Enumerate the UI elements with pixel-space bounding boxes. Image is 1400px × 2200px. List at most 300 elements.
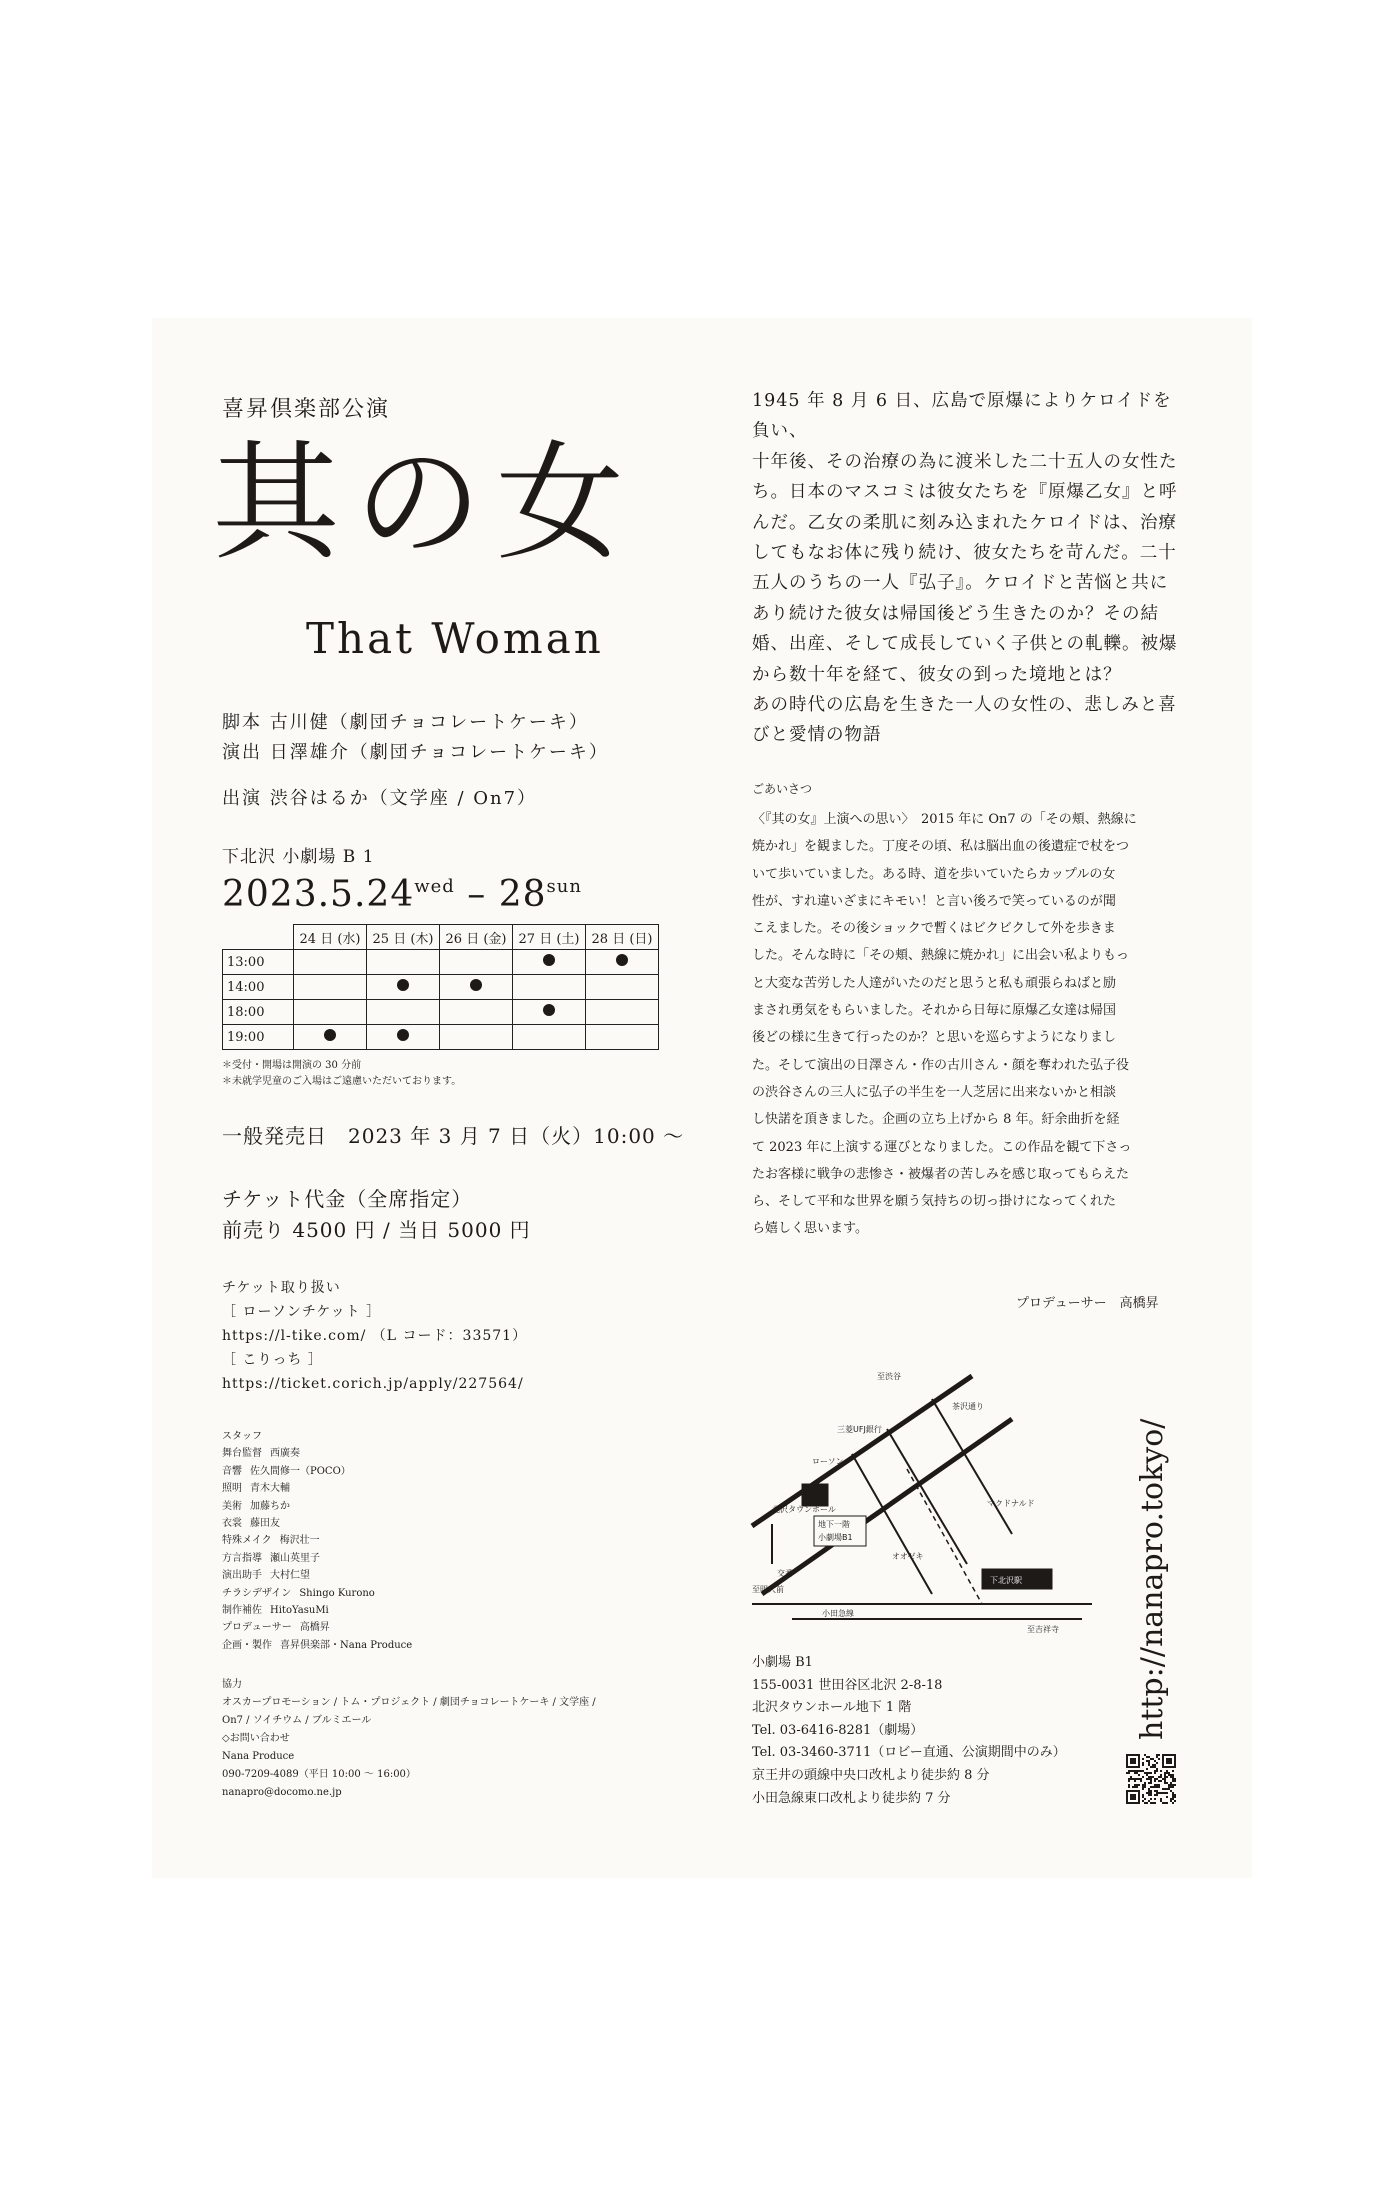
- qr-module: [1164, 1780, 1166, 1782]
- qr-module: [1166, 1772, 1168, 1774]
- schedule-row: [223, 975, 659, 1000]
- qr-module: [1174, 1784, 1176, 1786]
- staff-name: 梅沢壮一: [279, 1535, 320, 1547]
- map-label-oozeki: オオゼキ: [892, 1552, 924, 1561]
- date-end: 28: [498, 874, 547, 915]
- story-line: してもなお体に残り続け、彼女たちを苛んだ。二十: [752, 543, 1177, 564]
- qr-module: [1164, 1772, 1166, 1774]
- qr-module: [1148, 1788, 1150, 1790]
- staff-role: 衣裳: [222, 1518, 242, 1530]
- qr-module: [1156, 1768, 1158, 1770]
- greeting-line: いて歩いていました。ある時、道を歩いていたらカップルの女: [752, 866, 1116, 882]
- qr-module: [1142, 1800, 1144, 1802]
- staff-role: 制作補佐: [222, 1605, 262, 1617]
- contact-email[interactable]: nanapro@docomo.ne.jp: [222, 1787, 342, 1798]
- qr-module: [1150, 1772, 1152, 1774]
- qr-module: [1154, 1790, 1156, 1792]
- qr-module: [1156, 1784, 1158, 1786]
- qr-module: [1174, 1778, 1176, 1780]
- qr-module: [1166, 1770, 1168, 1772]
- staff-name: 青木大輔: [250, 1483, 290, 1495]
- qr-module: [1134, 1786, 1136, 1788]
- qr-module: [1170, 1782, 1172, 1784]
- story-line: 十年後、その治療の為に渡米した二十五人の女性た: [752, 451, 1178, 472]
- qr-module: [1162, 1778, 1164, 1780]
- qr-module: [1136, 1772, 1138, 1774]
- qr-module: [1164, 1774, 1166, 1776]
- qr-module: [1168, 1786, 1170, 1788]
- credit-cast: 出演 渋谷はるか（文学座 / On7）: [222, 788, 538, 809]
- website-url-text[interactable]: http://nanapro.tokyo/: [1135, 1418, 1170, 1740]
- qr-module: [1150, 1794, 1152, 1796]
- staff-row: [222, 1532, 412, 1549]
- qr-module: [1154, 1772, 1156, 1774]
- schedule-corner: [223, 925, 294, 950]
- qr-module: [1166, 1776, 1168, 1778]
- qr-module: [1172, 1792, 1174, 1794]
- ticket-heading: チケット取り扱い: [222, 1280, 341, 1296]
- qr-module: [1146, 1802, 1148, 1804]
- qr-module: [1146, 1774, 1148, 1776]
- qr-module: [1160, 1770, 1162, 1772]
- story-line: びと愛情の物語: [752, 725, 882, 746]
- venue-access: 小田急線東口改札より徒歩約 7 分: [752, 1790, 951, 1806]
- qr-module: [1128, 1772, 1130, 1774]
- qr-module: [1168, 1784, 1170, 1786]
- qr-module: [1128, 1780, 1130, 1782]
- schedule-cell: [513, 975, 586, 1000]
- performance-dot: [324, 1029, 336, 1041]
- qr-module: [1172, 1796, 1174, 1798]
- story-line: あり続けた彼女は帰国後どう生きたのか？その結: [752, 603, 1159, 624]
- qr-module: [1126, 1772, 1128, 1774]
- staff-role: 美術: [222, 1500, 242, 1512]
- map-label-theater-floor: 地下一階: [818, 1520, 850, 1529]
- greeting-line: の渋谷さんの三人に弘子の半生を一人芝居に出来ないかと相談: [752, 1084, 1117, 1100]
- map-label-meidaimae: 至明大前: [752, 1585, 784, 1594]
- qr-module: [1170, 1790, 1172, 1792]
- staff-row: [222, 1550, 412, 1567]
- map-label-mcdonalds: マクドナルド: [987, 1499, 1035, 1508]
- schedule-note: ＊受付・開場は開演の 30 分前: [222, 1060, 362, 1071]
- qr-finder: [1130, 1794, 1136, 1800]
- qr-module: [1174, 1794, 1176, 1796]
- venue-access: 京王井の頭線中央口改札より徒歩約 8 分: [752, 1767, 990, 1783]
- map-label-chazawa: 茶沢通り: [952, 1402, 984, 1411]
- map-label-theater-name: 小劇場B1: [818, 1533, 853, 1542]
- qr-module: [1162, 1792, 1164, 1794]
- qr-module: [1158, 1776, 1160, 1778]
- qr-module: [1140, 1780, 1142, 1782]
- schedule-table: [222, 924, 659, 1050]
- story-line: あの時代の広島を生きた一人の女性の、悲しみと喜: [752, 695, 1177, 716]
- greeting-line: と大変な苦労した人達がいたのだと思うと私も頑張らねばと励: [752, 975, 1117, 991]
- staff-row: [222, 1498, 412, 1515]
- story-line: んだ。乙女の柔肌に刻み込まれたケロイドは、治療: [752, 512, 1177, 533]
- qr-module: [1170, 1776, 1172, 1778]
- schedule-note: ＊未就学児童のご入場はご遠慮いただいております。: [222, 1076, 462, 1087]
- qr-module: [1150, 1776, 1152, 1778]
- venue-info: [752, 1652, 1066, 1810]
- price-detail: 前売り 4500 円 / 当日 5000 円: [222, 1218, 531, 1242]
- staff-row: [222, 1515, 412, 1532]
- staff-row: [222, 1637, 412, 1654]
- price-block: [222, 1184, 531, 1246]
- qr-module: [1156, 1792, 1158, 1794]
- cooperation-heading: 協力: [222, 1679, 242, 1690]
- qr-module: [1172, 1798, 1174, 1800]
- qr-module: [1152, 1802, 1154, 1804]
- website-url[interactable]: [1135, 1418, 1192, 1740]
- staff-name: 加藤ちか: [250, 1500, 290, 1512]
- qr-module: [1130, 1770, 1132, 1772]
- qr-module: [1142, 1764, 1144, 1766]
- schedule-day: 28 日 (日): [586, 925, 659, 950]
- qr-module: [1172, 1802, 1174, 1804]
- map-label-station: 下北沢駅: [990, 1576, 1022, 1585]
- qr-module: [1158, 1780, 1160, 1782]
- qr-module: [1138, 1778, 1140, 1780]
- access-map: [752, 1364, 1092, 1638]
- qr-module: [1158, 1754, 1160, 1756]
- qr-module: [1144, 1786, 1146, 1788]
- qr-module: [1172, 1794, 1174, 1796]
- qr-module: [1146, 1760, 1148, 1762]
- story-text: [752, 386, 1178, 751]
- schedule-row: [223, 1000, 659, 1025]
- schedule-cell: [367, 950, 440, 975]
- qr-module: [1148, 1762, 1150, 1764]
- story-line: 婚、出産、そして成長していく子供との軋轢。被爆: [752, 634, 1178, 655]
- date-end-day: sun: [546, 876, 582, 897]
- staff-row: [222, 1567, 412, 1584]
- qr-module: [1138, 1770, 1140, 1772]
- greeting-line: まされ勇気をもらいました。それから日毎に原爆乙女達は帰国: [752, 1003, 1117, 1019]
- schedule-cell: [586, 975, 659, 1000]
- qr-module: [1164, 1776, 1166, 1778]
- venue-short: 下北沢 小劇場 B 1: [222, 847, 375, 867]
- staff-row: [222, 1480, 412, 1497]
- performance-dot: [543, 1004, 555, 1016]
- qr-module: [1144, 1784, 1146, 1786]
- map-label-shibuya: 至渋谷: [877, 1372, 901, 1381]
- greeting-line: ら、そして平和な世界を願う気持ちの切っ掛けになってくれた: [752, 1194, 1117, 1210]
- qr-module: [1136, 1786, 1138, 1788]
- schedule-cell: [294, 1000, 367, 1025]
- story-line: ち。日本のマスコミは彼女たちを『原爆乙女』と呼: [752, 482, 1178, 503]
- qr-module: [1150, 1766, 1152, 1768]
- staff-role: 演出助手: [222, 1570, 262, 1582]
- qr-module: [1148, 1800, 1150, 1802]
- schedule-day: 24 日 (水): [294, 925, 367, 950]
- schedule-cell: [440, 1000, 513, 1025]
- cooperation-line: On7 / ソイチウム / ブルミエール: [222, 1715, 372, 1726]
- ticket-corich-label: ［ こりっち ］: [222, 1352, 323, 1368]
- qr-module: [1140, 1778, 1142, 1780]
- schedule-notes: [222, 1058, 461, 1090]
- qr-module: [1152, 1786, 1154, 1788]
- qr-module: [1156, 1778, 1158, 1780]
- greeting-line: 〈『其の女』上演への思い〉 2015 年に On7 の「その頬、熱線に: [752, 812, 1137, 827]
- staff-name: 大村仁望: [270, 1570, 310, 1582]
- qr-module: [1166, 1796, 1168, 1798]
- qr-module: [1144, 1782, 1146, 1784]
- qr-module: [1172, 1780, 1174, 1782]
- map-label-lawson: ローソン: [812, 1457, 844, 1466]
- qr-module: [1134, 1784, 1136, 1786]
- schedule-cell: [586, 1000, 659, 1025]
- venue-name: 小劇場 B1: [752, 1655, 813, 1670]
- schedule-time: 13:00: [223, 950, 294, 975]
- ticket-corich-link[interactable]: https://ticket.corich.jp/apply/227564/: [222, 1376, 524, 1392]
- qr-module: [1170, 1774, 1172, 1776]
- staff-list: [222, 1428, 412, 1654]
- qr-module: [1172, 1778, 1174, 1780]
- greeting-line: 焼かれ」を観ました。丁度その頃、私は脳出血の後遺症で杖をつ: [752, 839, 1130, 855]
- staff-name: 瀬山英里子: [270, 1552, 320, 1564]
- qr-module: [1154, 1766, 1156, 1768]
- map-label-koban: 交番: [777, 1569, 793, 1578]
- qr-module: [1166, 1782, 1168, 1784]
- greeting-line: た。そして演出の日澤さん・作の古川さん・顔を奪われた弘子役: [752, 1057, 1130, 1073]
- performance-dot: [397, 979, 409, 991]
- qr-module: [1136, 1784, 1138, 1786]
- staff-rows: [222, 1445, 412, 1654]
- staff-row: [222, 1602, 412, 1619]
- credit-director: 演出 日澤雄介（劇団チョコレートケーキ）: [222, 742, 609, 763]
- staff-row: [222, 1619, 412, 1636]
- staff-row: [222, 1585, 412, 1602]
- staff-row: [222, 1463, 412, 1480]
- schedule-cell: [367, 1000, 440, 1025]
- qr-module: [1154, 1780, 1156, 1782]
- schedule-row: [223, 950, 659, 975]
- qr-code[interactable]: [1126, 1754, 1176, 1804]
- qr-module: [1142, 1794, 1144, 1796]
- greeting-line: ら嬉しく思います。: [752, 1221, 868, 1237]
- qr-module: [1162, 1788, 1164, 1790]
- qr-module: [1152, 1776, 1154, 1778]
- qr-module: [1164, 1802, 1166, 1804]
- contact-name: Nana Produce: [222, 1751, 295, 1762]
- performance-dot: [397, 1029, 409, 1041]
- qr-module: [1166, 1792, 1168, 1794]
- qr-module: [1158, 1786, 1160, 1788]
- greeting-line: した。そんな時に「その頬、熱線に焼かれ」に出会い私よりもっ: [752, 948, 1130, 964]
- staff-name: 喜昇倶楽部・Nana Produce: [280, 1639, 413, 1651]
- greeting-line: て 2023 年に上演する運びとなりました。この作品を観て下さっ: [752, 1139, 1132, 1155]
- greeting-line: 後どの様に生きて行ったのか？と思いを巡らすようになりまし: [752, 1030, 1117, 1046]
- schedule-day: 25 日 (木): [367, 925, 440, 950]
- schedule-row: [223, 1025, 659, 1050]
- schedule-cell: [513, 1025, 586, 1050]
- ticket-lawson-link[interactable]: https://l-tike.com/ （L コード：33571）: [222, 1328, 528, 1344]
- schedule-time: 14:00: [223, 975, 294, 1000]
- qr-module: [1172, 1786, 1174, 1788]
- map-label-odakyu: 小田急線: [822, 1609, 854, 1618]
- qr-module: [1134, 1778, 1136, 1780]
- qr-module: [1142, 1762, 1144, 1764]
- qr-module: [1128, 1784, 1130, 1786]
- qr-module: [1154, 1784, 1156, 1786]
- qr-module: [1134, 1770, 1136, 1772]
- qr-module: [1154, 1802, 1156, 1804]
- cooperation-block: [222, 1676, 662, 1802]
- map-theater-block: [802, 1484, 828, 1506]
- qr-module: [1156, 1786, 1158, 1788]
- map-path: [907, 1469, 982, 1604]
- staff-role: プロデューサー: [222, 1622, 292, 1634]
- schedule-cell: [367, 1025, 440, 1050]
- qr-module: [1140, 1770, 1142, 1772]
- qr-module: [1154, 1760, 1156, 1762]
- qr-module: [1172, 1776, 1174, 1778]
- qr-module: [1158, 1758, 1160, 1760]
- schedule-time: 18:00: [223, 1000, 294, 1025]
- qr-module: [1142, 1770, 1144, 1772]
- qr-module: [1150, 1786, 1152, 1788]
- venue-address: 北沢タウンホール地下 1 階: [752, 1700, 912, 1716]
- qr-module: [1158, 1784, 1160, 1786]
- qr-module: [1130, 1778, 1132, 1780]
- qr-module: [1144, 1802, 1146, 1804]
- story-line: から数十年を経て、彼女の到った境地とは？: [752, 664, 1122, 685]
- schedule-day: 26 日 (金): [440, 925, 513, 950]
- qr-finder: [1166, 1758, 1172, 1764]
- qr-module: [1148, 1760, 1150, 1762]
- staff-name: 西廣奏: [270, 1448, 300, 1460]
- sale-date: 一般発売日 2023 年 3 月 7 日（火）10:00 〜: [222, 1124, 685, 1148]
- schedule-cell: [440, 975, 513, 1000]
- qr-module: [1150, 1782, 1152, 1784]
- qr-module: [1132, 1778, 1134, 1780]
- qr-module: [1156, 1794, 1158, 1796]
- qr-module: [1132, 1770, 1134, 1772]
- staff-name: 高橋昇: [299, 1622, 330, 1634]
- qr-module: [1170, 1798, 1172, 1800]
- qr-module: [1174, 1796, 1176, 1798]
- ticket-lawson-label: ［ ローソンチケット ］: [222, 1304, 382, 1320]
- contact-phone: 090-7209-4089（平日 10:00 〜 16:00）: [222, 1769, 416, 1780]
- schedule-cell: [440, 950, 513, 975]
- qr-module: [1168, 1774, 1170, 1776]
- qr-module: [1148, 1790, 1150, 1792]
- qr-module: [1154, 1786, 1156, 1788]
- venue-address: 155-0031 世田谷区北沢 2-8-18: [752, 1677, 943, 1693]
- schedule-cell: [367, 975, 440, 1000]
- qr-module: [1132, 1786, 1134, 1788]
- qr-module: [1174, 1800, 1176, 1802]
- qr-module: [1142, 1786, 1144, 1788]
- qr-module: [1148, 1772, 1150, 1774]
- qr-module: [1154, 1778, 1156, 1780]
- qr-module: [1156, 1790, 1158, 1792]
- qr-module: [1148, 1782, 1150, 1784]
- performance-dot: [616, 954, 628, 966]
- story-line: 1945 年 8 月 6 日、広島で原爆によりケロイドを負い、: [752, 391, 1172, 442]
- qr-module: [1166, 1788, 1168, 1790]
- qr-module: [1144, 1754, 1146, 1756]
- map-road: [752, 1376, 972, 1526]
- qr-module: [1136, 1778, 1138, 1780]
- qr-module: [1144, 1798, 1146, 1800]
- qr-module: [1160, 1776, 1162, 1778]
- qr-module: [1158, 1792, 1160, 1794]
- qr-module: [1150, 1802, 1152, 1804]
- qr-module: [1152, 1758, 1154, 1760]
- staff-role: 音響: [222, 1465, 242, 1477]
- greeting-line: こえました。その後ショックで暫くはビクビクして外を歩きま: [752, 921, 1116, 937]
- qr-module: [1138, 1774, 1140, 1776]
- qr-module: [1142, 1784, 1144, 1786]
- staff-name: 佐久間修一（POCO）: [250, 1465, 351, 1477]
- qr-module: [1150, 1792, 1152, 1794]
- schedule-cell: [513, 950, 586, 975]
- qr-module: [1154, 1770, 1156, 1772]
- venue-tel: Tel. 03-6416-8281（劇場）: [752, 1722, 924, 1738]
- qr-module: [1144, 1772, 1146, 1774]
- qr-module: [1128, 1778, 1130, 1780]
- map-label-townhall: 北沢タウンホール: [772, 1505, 836, 1514]
- staff-role: チラシデザイン: [222, 1587, 292, 1599]
- qr-module: [1150, 1798, 1152, 1800]
- greeting-signature: プロデューサー 高橋昇: [1016, 1296, 1159, 1311]
- greeting-line: し快諾を頂きました。企画の立ち上げから 8 年。紆余曲折を経: [752, 1112, 1120, 1128]
- contact-heading: ◇お問い合わせ: [222, 1733, 290, 1744]
- staff-name: 藤田友: [250, 1518, 280, 1530]
- qr-module: [1146, 1778, 1148, 1780]
- staff-role: 照明: [222, 1483, 242, 1495]
- qr-module: [1160, 1774, 1162, 1776]
- qr-module: [1160, 1792, 1162, 1794]
- qr-module: [1130, 1776, 1132, 1778]
- qr-module: [1160, 1798, 1162, 1800]
- qr-module: [1168, 1772, 1170, 1774]
- qr-module: [1164, 1792, 1166, 1794]
- qr-module: [1134, 1780, 1136, 1782]
- schedule-cell: [294, 1025, 367, 1050]
- map-label-bank: 三菱UFJ銀行: [837, 1425, 882, 1434]
- qr-module: [1170, 1800, 1172, 1802]
- performance-dot: [470, 979, 482, 991]
- qr-module: [1172, 1774, 1174, 1776]
- qr-module: [1148, 1778, 1150, 1780]
- qr-module: [1156, 1754, 1158, 1756]
- qr-module: [1172, 1784, 1174, 1786]
- ticket-info: [222, 1276, 527, 1396]
- qr-module: [1160, 1800, 1162, 1802]
- qr-module: [1146, 1768, 1148, 1770]
- credit-script: 脚本 古川健（劇団チョコレートケーキ）: [222, 712, 589, 733]
- schedule-cell: [294, 950, 367, 975]
- qr-module: [1146, 1772, 1148, 1774]
- qr-module: [1150, 1790, 1152, 1792]
- qr-module: [1150, 1780, 1152, 1782]
- qr-module: [1154, 1794, 1156, 1796]
- date-start-day: wed: [414, 876, 455, 897]
- staff-role: 特殊メイク: [222, 1535, 272, 1547]
- qr-module: [1156, 1770, 1158, 1772]
- title-english: That Woman: [306, 614, 604, 663]
- qr-module: [1152, 1764, 1154, 1766]
- schedule-cell: [586, 950, 659, 975]
- qr-module: [1162, 1802, 1164, 1804]
- qr-module: [1136, 1770, 1138, 1772]
- qr-module: [1128, 1770, 1130, 1772]
- schedule-header-row: [223, 925, 659, 950]
- schedule-cell: [440, 1025, 513, 1050]
- qr-module: [1148, 1776, 1150, 1778]
